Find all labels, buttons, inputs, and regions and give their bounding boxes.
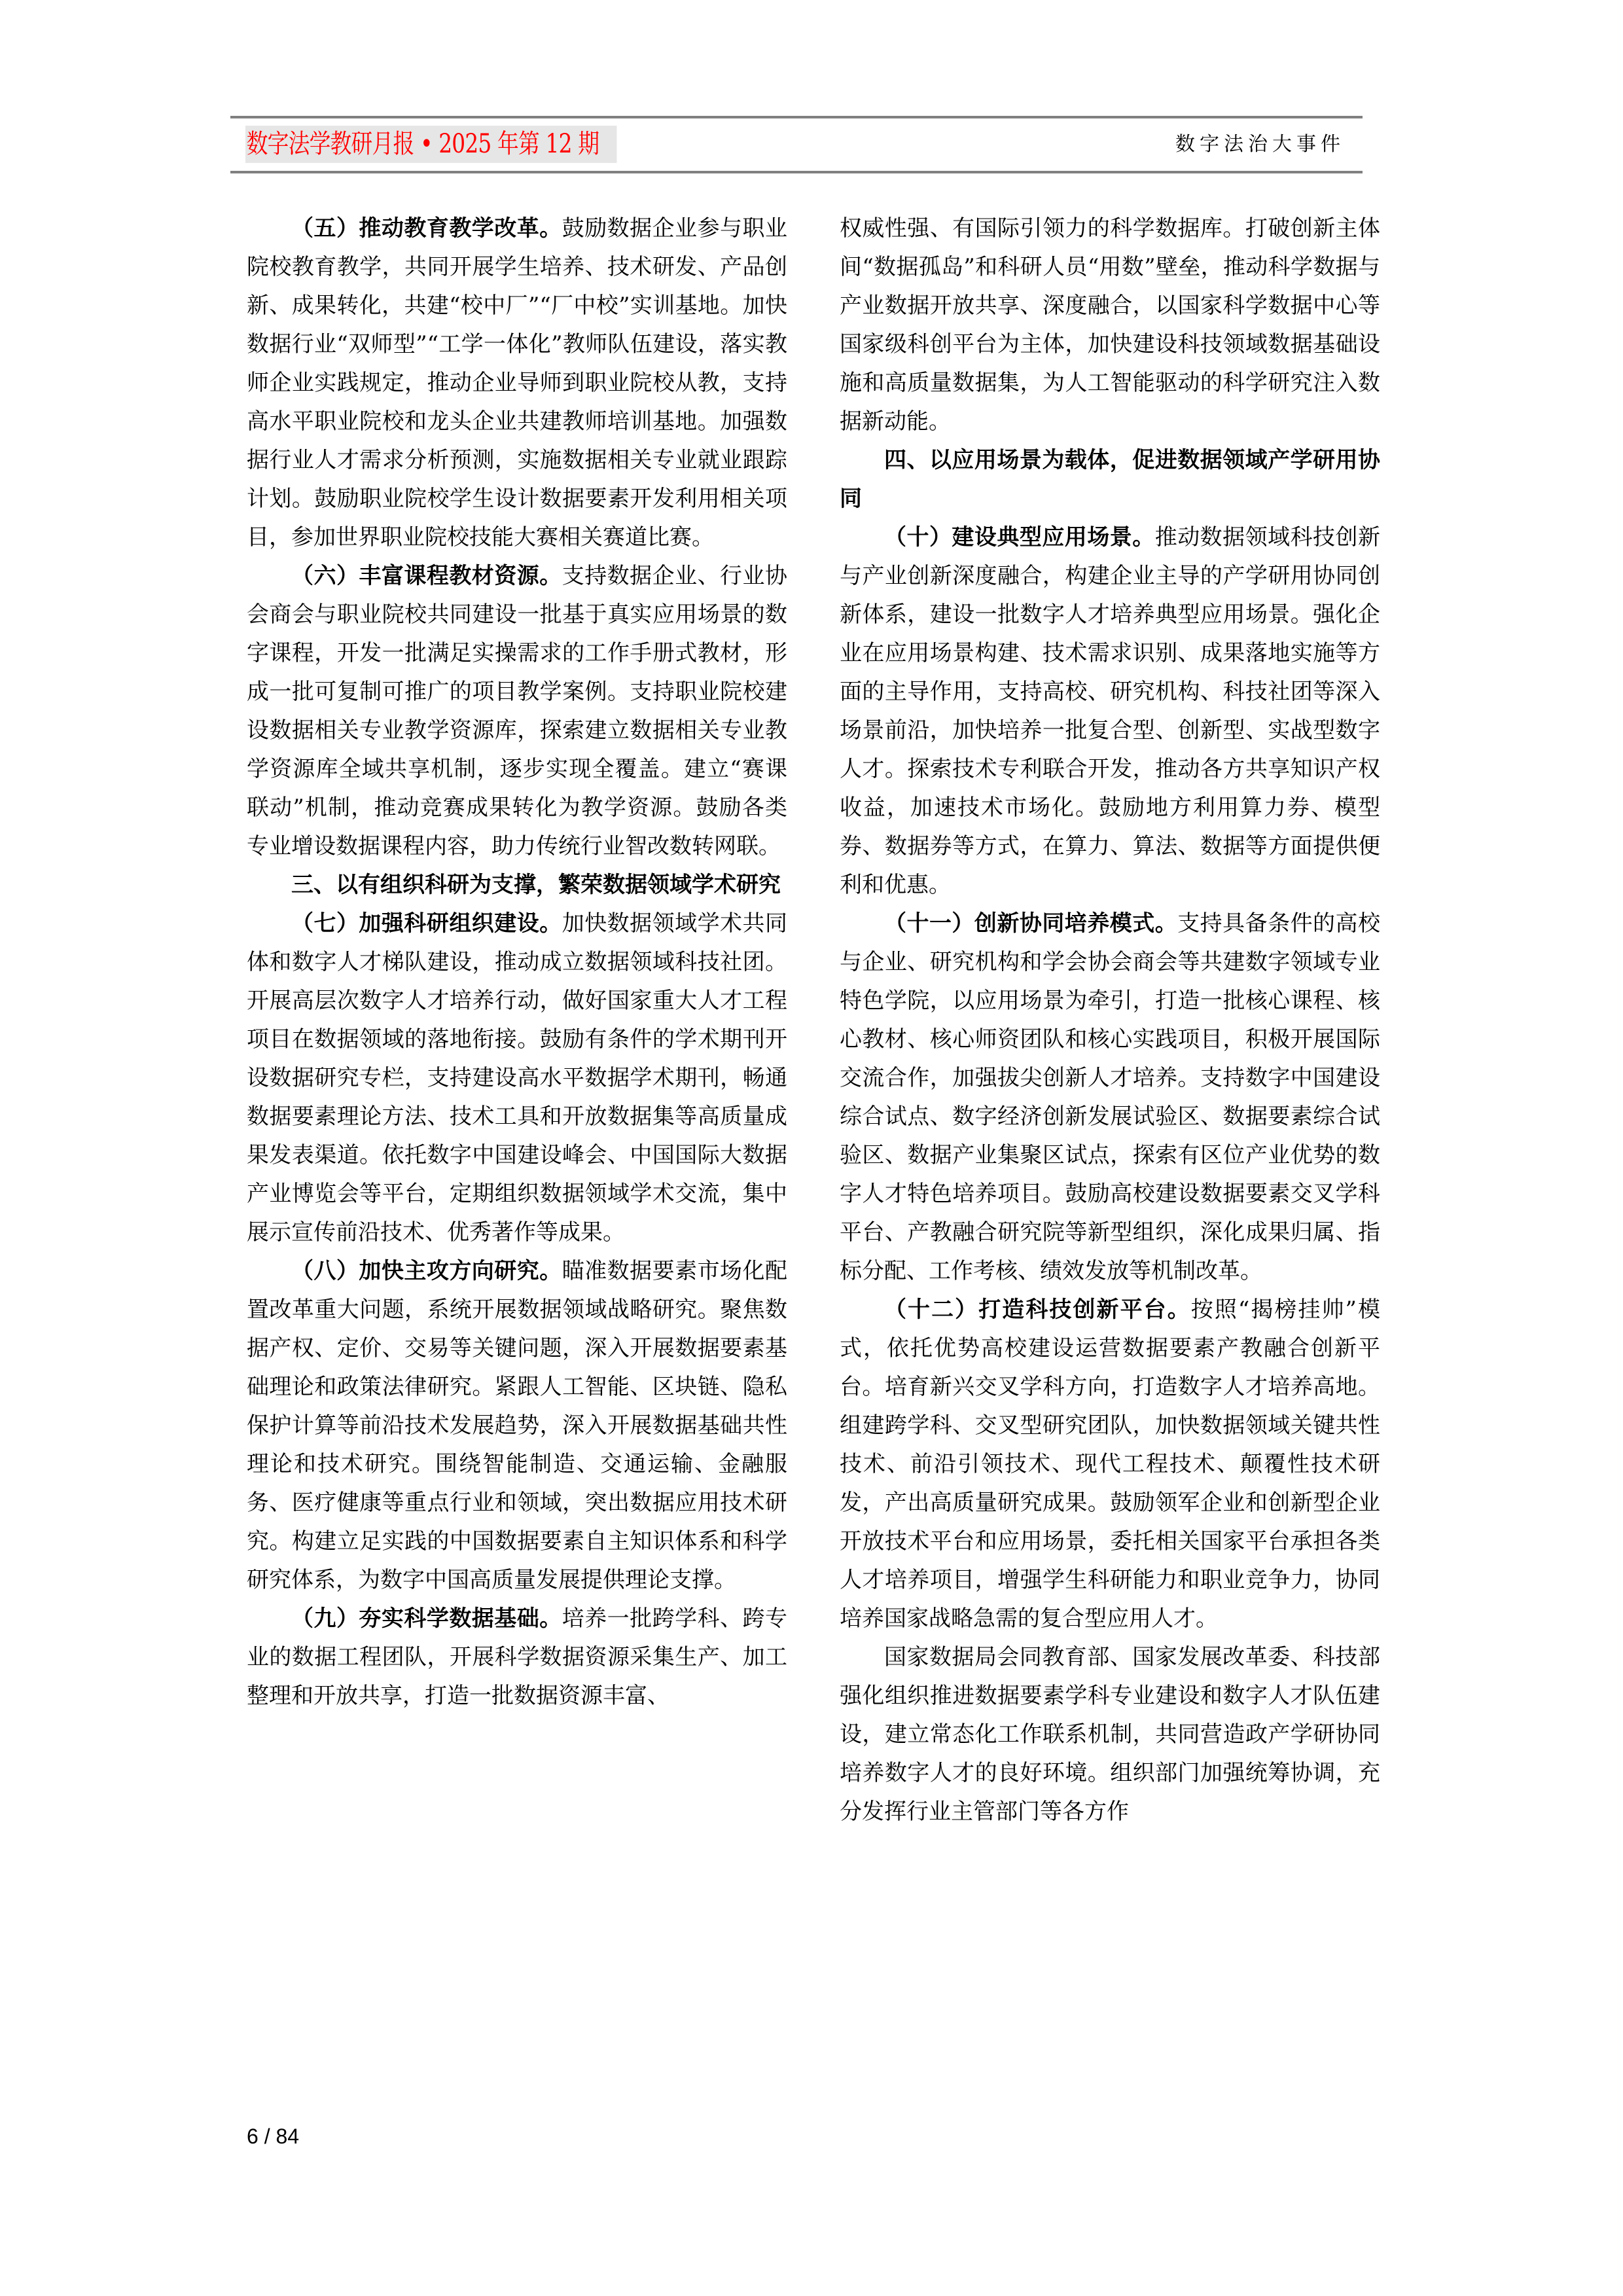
header-top-rule xyxy=(230,116,1363,118)
page-number: 6 / 84 xyxy=(247,2125,300,2148)
paragraph-lead: （八）加快主攻方向研究。 xyxy=(291,1258,562,1284)
paragraph-lead: （五）推动教育教学改革。 xyxy=(291,215,562,242)
paragraph-text: 瞄准数据要素市场化配置改革重大问题，系统开展数据领域战略研究。聚焦数据产权、定价、交易等关键问题，深入开展数据要素基础理论和政策法律研究。紧跟人工智能、区块链、隐私保护计算等前沿技术发展趋势，深入开展数据基础共性理论和技术研究。围绕智能制造、交通运输、金融服务、医疗健康等重点行业和领域，突出数据应用技术研究。构建立足实践的中国数据要素自主知识体系和科学研究体系，为数字中国高质量发展提供理论支撑。 xyxy=(247,1258,788,1593)
header-bottom-rule xyxy=(230,171,1363,173)
journal-title-banner xyxy=(245,126,616,163)
journal-title: 数字法学教研月报 • 2025 年第 12 期 xyxy=(246,129,599,159)
paragraph-lead: （十一）创新协同培养模式。 xyxy=(884,910,1178,937)
paragraph-8 xyxy=(247,1252,787,1600)
paragraph-lead: （十二）打造科技创新平台。 xyxy=(884,1297,1191,1323)
paragraph-text: 加快数据领域学术共同体和数字人才梯队建设，推动成立数据领域科技社团。开展高层次数字人才培养行动，做好国家重大人才工程项目在数据领域的落地衔接。鼓励有条件的学术期刊开设数据研究专栏，支持建设高水平数据学术期刊，畅通数据要素理论方法、技术工具和开放数据集等高质量成果发表渠道。依托数字中国建设峰会、中国国际大数据产业博览会等平台，定期组织数据领域学术交流，集中展示宣传前沿技术、优秀著作等成果。 xyxy=(247,910,788,1246)
section-heading-3: 三、以有组织科研为支撑，繁荣数据领域学术研究 xyxy=(291,872,781,898)
paragraph-text: 按照“揭榜挂帅”模式，依托优势高校建设运营数据要素产教融合创新平台。培育新兴交叉学科方向，打造数字人才培养高地。组建跨学科、交叉型研究团队，加快数据领域关键共性技术、前沿引领技术、现代工程技术、颠覆性技术研发，产出高质量研究成果。鼓励领军企业和创新型企业开放技术平台和应用场景，委托相关国家平台承担各类人才培养项目，增强学生科研能力和职业竞争力，协同培养国家战略急需的复合型应用人才。 xyxy=(840,1297,1380,1632)
paragraph-text: 鼓励数据企业参与职业院校教育教学，共同开展学生培养、技术研发、产品创新、成果转化，共建“校中厂”“厂中校”实训基地。加快数据行业“双师型”“工学一体化”教师队伍建设，落实教师企业实践规定，推动企业导师到职业院校从教，支持高水平职业院校和龙头企业共建教师培训基地。加强数据行业人才需求分析预测，实施数据相关专业就业跟踪计划。鼓励职业院校学生设计数据要素开发利用相关项目，参加世界职业院校技能大赛相关赛道比赛。 xyxy=(247,215,788,550)
paragraph-lead: （七）加强科研组织建设。 xyxy=(291,910,562,937)
paragraph-12 xyxy=(840,1291,1380,1638)
paragraph-5 xyxy=(247,209,787,557)
paragraph-text: 培养一批跨学科、跨专业的数据工程团队，开展科学数据资源采集生产、加工整理和开放共享，打造一批数据资源丰富、 xyxy=(247,1605,788,1709)
paragraph-9-continued: 权威性强、有国际引领力的科学数据库。打破创新主体间“数据孤岛”和科研人员“用数”壁垒，推动科学数据与产业数据开放共享、深度融合，以国家科学数据中心等国家级科创平台为主体，加快建设科技领域数据基础设施和高质量数据集，为人工智能驱动的科学研究注入数据新动能。 xyxy=(840,215,1380,435)
left-column xyxy=(247,209,787,1715)
paragraph-7 xyxy=(247,905,787,1252)
paragraph-6 xyxy=(247,557,787,866)
paragraph-text: 支持具备条件的高校与企业、研究机构和学会协会商会等共建数字领域专业特色学院，以应用场景为牵引，打造一批核心课程、核心教材、核心师资团队和核心实践项目，积极开展国际交流合作，加强拔尖创新人才培养。支持数字中国建设综合试点、数字经济创新发展试验区、数据要素综合试验区、数据产业集聚区试点，探索有区位产业优势的数字人才特色培养项目。鼓励高校建设数据要素交叉学科平台、产教融合研究院等新型组织，深化成果归属、指标分配、工作考核、绩效发放等机制改革。 xyxy=(840,910,1381,1284)
paragraph-lead: （六）丰富课程教材资源。 xyxy=(291,563,562,589)
right-column xyxy=(840,209,1380,1831)
paragraph-10 xyxy=(840,518,1380,905)
section-heading-4: 四、以应用场景为载体，促进数据领域产学研用协同 xyxy=(840,447,1380,512)
paragraph-9 xyxy=(247,1600,787,1715)
section-title: 数字法治大事件 xyxy=(1175,133,1345,156)
paragraph-lead: （九）夯实科学数据基础。 xyxy=(291,1605,562,1632)
paragraph-text: 推动数据领域科技创新与产业创新深度融合，构建企业主导的产学研用协同创新体系，建设一批数字人才培养典型应用场景。强化企业在应用场景构建、技术需求识别、成果落地实施等方面的主导作用，支持高校、研究机构、科技社团等深入场景前沿，加快培养一批复合型、创新型、实战型数字人才。探索技术专利联合开发，推动各方共享知识产权收益，加速技术市场化。鼓励地方利用算力券、模型券、数据券等方式，在算力、算法、数据等方面提供便利和优惠。 xyxy=(840,524,1381,898)
paragraph-11 xyxy=(840,905,1380,1291)
closing-paragraph: 国家数据局会同教育部、国家发展改革委、科技部强化组织推进数据要素学科专业建设和数字人才队伍建设，建立常态化工作联系机制，共同营造政产学研协同培养数字人才的良好环境。组织部门加强统筹协调，充分发挥行业主管部门等各方作 xyxy=(840,1644,1380,1825)
paragraph-text: 支持数据企业、行业协会商会与职业院校共同建设一批基于真实应用场景的数字课程，开发一批满足实操需求的工作手册式教材，形成一批可复制可推广的项目教学案例。支持职业院校建设数据相关专业教学资源库，探索建立数据相关专业教学资源库全域共享机制，逐步实现全覆盖。建立“赛课联动”机制，推动竞赛成果转化为教学资源。鼓励各类专业增设数据课程内容，助力传统行业智改数转网联。 xyxy=(247,563,788,859)
paragraph-lead: （十）建设典型应用场景。 xyxy=(884,524,1155,550)
